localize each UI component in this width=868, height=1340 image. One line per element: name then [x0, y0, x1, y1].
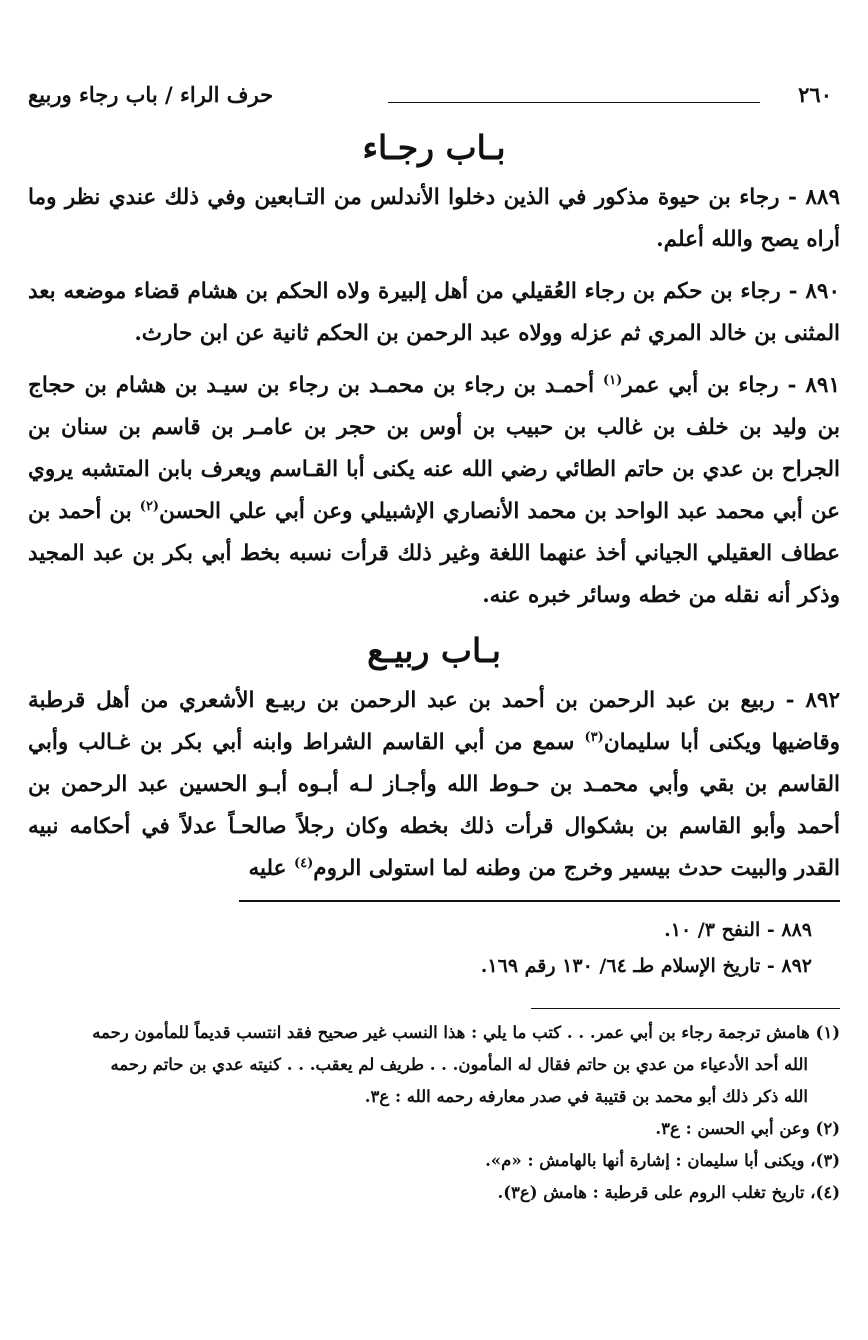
entry-number: ٨٨٩ [805, 185, 840, 210]
entry-text: بن أحمد بن عطاف العقيلي الجياني أخذ عنهما اللغة وغير ذلك قرأت نسبه بخط أبي بكر بن عبد المجيد وذكر أنه نقله من خطه وسائر خبره عنه. [28, 499, 840, 608]
entry-number: ٨٩١ [805, 373, 841, 398]
footnote-marker: (٣)، [810, 1151, 840, 1170]
entry-889: ٨٨٩ - رجاء بن حيوة مذكور في الذين دخلوا الأندلس من التـابعين وفي ذلك عندي نظر وما أراه يصح والله أعلم. [28, 185, 840, 252]
running-header [28, 78, 840, 114]
entry-891: ٨٩١ - رجاء بن أبي عمر$^{(١)}$ أحمـد بن رجاء بن محمـد بن رجاء بن سيـد بن هشام بن حجاج بن وليد بن خلف بن غالب بن حبيب بن أوس بن حجر بن عامـر بن قاسم بن سنان بن الجراح بن عدي بن حاتم الطائي رضي الله عنه يكنى أبا القـاسم ويعرف بابن المتشبه يروي عن أبي محمد عبد الواحد بن محمد الأنصاري الإشبيلي وعن أبي علي الحسن$^{(٢)}$ بن أحمد بن عطاف العقيلي الجياني أخذ عنهما اللغة وغير ذلك قرأت نسبه بخط أبي بكر بن عبد المجيد وذكر أنه نقله من خطه وسائر خبره عنه. [28, 372, 841, 608]
footnote-1 [28, 1017, 840, 1049]
footnote-ref[interactable]: (٣) [584, 729, 604, 745]
entry-text: أحمـد بن رجاء بن محمـد بن رجاء بن سيـد بن هشام بن حجاج بن وليد بن خلف بن غالب بن حبيب بن أوس بن حجر بن عامـر بن قاسم بن سنان بن الجراح بن عدي بن حاتم الطائي رضي الله عنه يكنى أبا القـاسم ويعرف بابن المتشبه يروي عن أبي محمد عبد الواحد بن محمد الأنصاري الإشبيلي وعن أبي علي الحسن [28, 373, 841, 524]
page-number: ٢٦٠ [798, 82, 832, 107]
entry-number: ٨٩٢ [805, 688, 840, 713]
chapter-heading-raja: بـاب رجـاء [362, 128, 506, 167]
footnote-text: تاريخ تغلب الروم على قرطبة : هامش (ع٣). [497, 1183, 805, 1202]
footnote-ref[interactable]: (١) [603, 372, 623, 388]
sources-divider [239, 900, 840, 902]
book-page [28, 78, 840, 1209]
footnote-ref[interactable]: (٤) [293, 855, 314, 871]
chapter-heading-rabi: بـاب ربيـع [367, 631, 501, 670]
entry-text: عليه [248, 856, 294, 881]
source-line: ٨٨٩ - النفح ٣/ ١٠. [664, 919, 812, 941]
footnote-ref[interactable]: (٢) [139, 498, 160, 514]
entry-text: ربيع بن عبد الرحمن بن أحمد بن عبد الرحمن بن ربيـع الأشعري من أهل قرطبة وقاضيها ويكنى أبا سليمان [28, 688, 841, 755]
header-rule [388, 102, 760, 103]
footnote-3 [28, 1145, 840, 1177]
footnote-4 [28, 1177, 840, 1209]
entry-text: رجاء بن حكم بن رجاء العُقيلي من أهل إلبيرة ولاه الحكم بن هشام قضاء موضعه بعد المثنى بن خالد المري ثم عزله وولاه عبد الرحمن بن الحكم ثانية عن ابن حارث. [28, 279, 840, 346]
source-line: ٨٩٢ - تاريخ الإسلام طـ ٦٤/ ١٣٠ رقم ١٦٩. [480, 955, 812, 977]
footnote-marker: (٤)، [810, 1183, 840, 1202]
footnote-text: ويكنى أبا سليمان : إشارة أنها بالهامش : «م». [485, 1151, 805, 1170]
footnote-text: وعن أبي الحسن : ع٣. [655, 1119, 810, 1138]
footnote-marker: (٢) [815, 1119, 840, 1138]
entry-text: سمع من أبي القاسم الشراط وابنه أبي بكر بن غـالب وأبي القاسم بن بقي وأبي محمـد بن حـوط الله وأجـاز لـه أبـوه أبـو الحسين عبد الرحمن بن أحمد وأبو القاسم بن بشكوال قرأت ذلك بخطه وكان رجلاً صالحـاً عدلاً في أحكامه نبيه القدر والبيت حدث بيسير وخرج من وطنه لما استولى الروم [28, 730, 840, 881]
entry-text: رجاء بن أبي عمر [622, 373, 779, 398]
footnote-text: هامش ترجمة رجاء بن أبي عمر. . . كتب ما يلي : هذا النسب غير صحيح فقد انتسب قديماً للمأمون رحمه [92, 1023, 810, 1042]
footnote-1-line-3: الله ذكر ذلك أبو محمد بن قتيبة في صدر معارفه رحمه الله : ع٣. [364, 1087, 808, 1106]
entry-number: ٨٩٠ [805, 279, 840, 304]
footnote-1-line-2: الله أحد الأدعياء من عدي بن حاتم فقال له المأمون. . . طريف لم يعقب. . . كنيته عدي بن حاتم رحمه [110, 1055, 808, 1074]
entry-text: رجاء بن حيوة مذكور في الذين دخلوا الأندلس من التـابعين وفي ذلك عندي نظر وما أراه يصح والله أعلم. [28, 185, 840, 252]
entry-890: ٨٩٠ - رجاء بن حكم بن رجاء العُقيلي من أهل إلبيرة ولاه الحكم بن هشام قضاء موضعه بعد المثنى بن خالد المري ثم عزله وولاه عبد الرحمن بن الحكم ثانية عن ابن حارث. [28, 279, 840, 346]
footnote-marker: (١) [815, 1023, 840, 1042]
entry-892: ٨٩٢ - ربيع بن عبد الرحمن بن أحمد بن عبد الرحمن بن ربيـع الأشعري من أهل قرطبة وقاضيها ويكنى أبا سليمان$^{(٣)}$ سمع من أبي القاسم الشراط وابنه أبي بكر بن غـالب وأبي القاسم بن بقي وأبي محمـد بن حـوط الله وأجـاز لـه أبـوه أبـو الحسين عبد الرحمن بن أحمد وأبو القاسم بن بشكوال قرأت ذلك بخطه وكان رجلاً صالحـاً عدلاً في أحكامه نبيه القدر والبيت حدث بيسير وخرج من وطنه لما استولى الروم$^{(٤)}$ عليه [28, 688, 841, 881]
footnote-2 [28, 1113, 840, 1145]
running-title: حرف الراء / باب رجاء وربيع [28, 82, 274, 107]
footnotes-divider [531, 1008, 840, 1009]
